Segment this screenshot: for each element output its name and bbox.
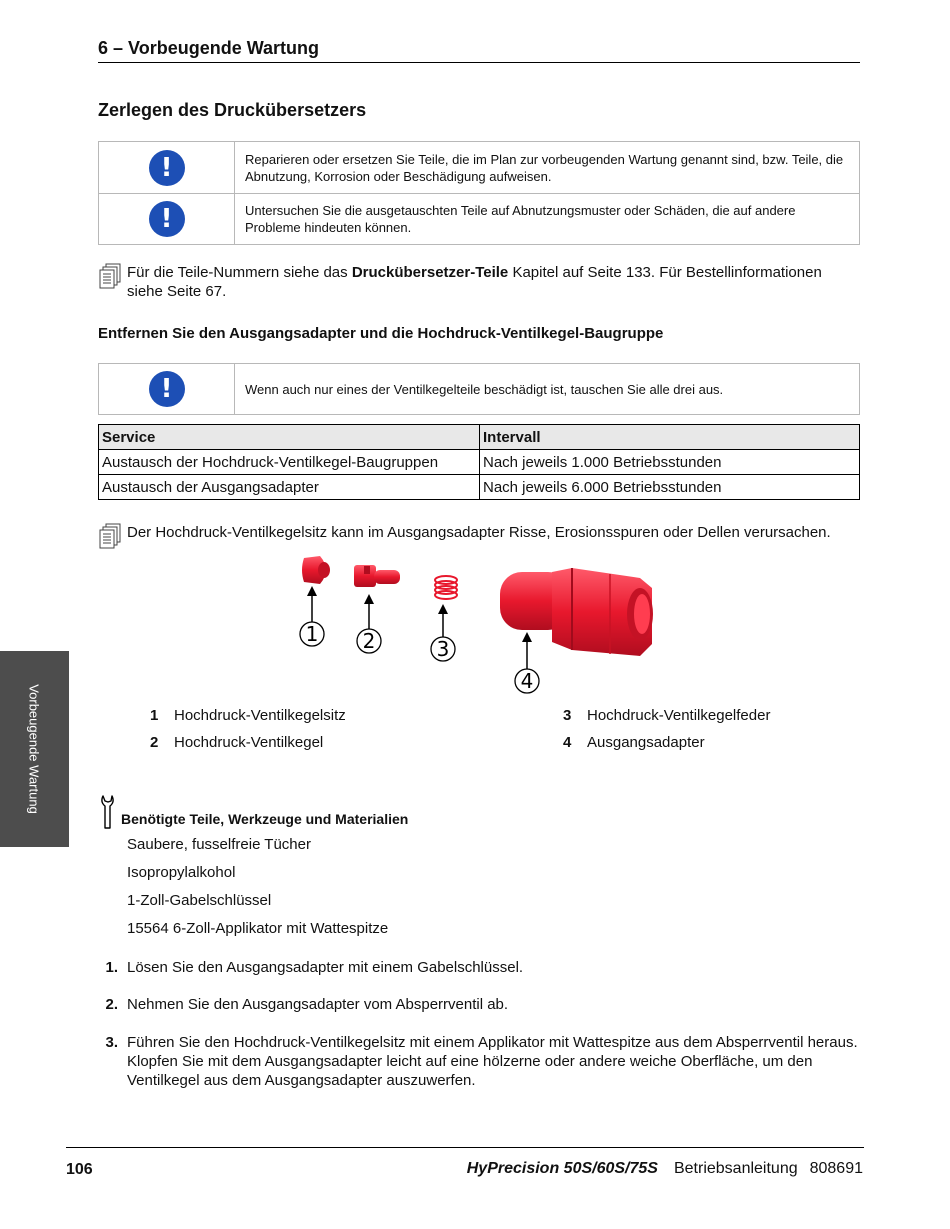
exclamation-icon: ! (149, 150, 185, 186)
column-header-interval: Intervall (480, 425, 860, 450)
tool-item: 15564 6-Zoll-Applikator mit Wattespitze (127, 920, 389, 937)
service-interval-table (98, 424, 860, 500)
table-row (99, 475, 860, 500)
arrow-head (307, 586, 317, 596)
tool-item: Isopropylalkohol (127, 864, 236, 881)
legend-label: Hochdruck-Ventilkegelsitz (174, 707, 346, 724)
document-note-icon (98, 523, 122, 553)
product-name: HyPrecision 50S/60S/75S (466, 1160, 658, 1177)
procedure-step (98, 1033, 860, 1090)
side-tab-label: Vorbeugende Wartung (26, 684, 42, 814)
procedure-step (98, 958, 860, 977)
section-title: Zerlegen des Druckübersetzers (98, 100, 367, 120)
tools-title: Benötigte Teile, Werkzeuge und Materialien (121, 811, 409, 827)
legend-label: Hochdruck-Ventilkegelfeder (587, 707, 771, 724)
legend-number: 3 (563, 707, 572, 724)
exclamation-icon: ! (149, 371, 185, 407)
notice-icon-cell (99, 194, 235, 245)
legend-number: 2 (150, 734, 159, 751)
footer-info (467, 1160, 863, 1178)
note-text: Der Hochdruck-Ventilkegelsitz kann im Ausgangsadapter Risse, Erosionsspuren oder Dellen verursachen. (127, 524, 831, 541)
callout-4: 4 (520, 669, 534, 693)
page-number: 106 (66, 1161, 93, 1178)
table-cell: Austausch der Hochdruck-Ventilkegel-Baugruppen (99, 450, 480, 475)
table-row (99, 450, 860, 475)
exclamation-icon: ! (149, 201, 185, 237)
document-note-icon (98, 263, 122, 293)
legend-label: Hochdruck-Ventilkegel (174, 734, 324, 751)
arrow-head (522, 632, 532, 642)
notice-text: Wenn auch nur eines der Ventilkegelteile beschädigt ist, tauschen Sie alle drei aus. (235, 364, 860, 415)
callout-2: 2 (362, 629, 376, 653)
step-text: Nehmen Sie den Ausgangsadapter vom Absperrventil ab. (127, 996, 509, 1013)
notice-icon-cell (99, 364, 235, 415)
notice-text: Reparieren oder ersetzen Sie Teile, die im Plan zur vorbeugenden Wartung genannt sind, bzw. Teile, die Abnutzung, Korrosion oder Beschädigung aufweisen. (235, 142, 860, 194)
note-text: Kapitel auf Seite 133. Für Bestellinformationen siehe Seite 67. (127, 264, 822, 300)
notice-text: Untersuchen Sie die ausgetauschten Teile auf Abnutzungsmuster oder Schäden, die auf andere Probleme hindeuten können. (235, 194, 860, 245)
notice-row (99, 364, 860, 415)
arrow-head (438, 604, 448, 614)
document-number: 808691 (809, 1160, 863, 1177)
wrench-icon (99, 794, 119, 830)
parts-figure (280, 548, 680, 696)
column-header-service: Service (99, 425, 480, 450)
chapter-heading: 6 – Vorbeugende Wartung (98, 38, 320, 58)
notice-table-top (98, 141, 860, 245)
part-valve-seat (302, 556, 330, 584)
tool-item: 1-Zoll-Gabelschlüssel (127, 892, 272, 909)
step-text: Führen Sie den Hochdruck-Ventilkegelsitz mit einem Applikator mit Wattespitze aus dem Absperrventil heraus. Klopfen Sie mit dem Ausgangsadapter leicht auf eine hölzerne oder andere weiche Oberfläche, um den Ventilkegel aus dem Ausgangsadapter auszuwerfen. (127, 1034, 858, 1089)
note-parts-reference (98, 263, 860, 301)
step-number: 1. (105, 959, 118, 976)
note-valve-seat (98, 523, 860, 542)
document-type: Betriebsanleitung (673, 1160, 798, 1177)
part-spring (435, 576, 457, 599)
note-text: Für die Teile-Nummern siehe das (127, 264, 352, 281)
header-rule (98, 62, 860, 63)
tool-item: Saubere, fusselfreie Tücher (127, 836, 311, 853)
step-text: Lösen Sie den Ausgangsadapter mit einem Gabelschlüssel. (127, 959, 524, 976)
footer-rule (66, 1147, 864, 1148)
legend-label: Ausgangsadapter (587, 734, 705, 751)
step-number: 2. (105, 996, 118, 1013)
legend-number: 4 (563, 734, 572, 751)
table-cell: Nach jeweils 1.000 Betriebsstunden (480, 450, 860, 475)
note-link-text: Druckübersetzer-Teile (351, 264, 509, 281)
notice-row (99, 142, 860, 194)
notice-icon-cell (99, 142, 235, 194)
notice-row (99, 194, 860, 245)
table-header-row (99, 425, 860, 450)
arrow-head (364, 594, 374, 604)
notice-table-mid (98, 363, 860, 415)
step-number: 3. (105, 1034, 118, 1051)
callout-1: 1 (305, 622, 319, 646)
part-outlet-adapter (500, 568, 653, 656)
table-cell: Austausch der Ausgangsadapter (99, 475, 480, 500)
part-poppet (354, 565, 400, 587)
subsection-title: Entfernen Sie den Ausgangsadapter und die Hochdruck-Ventilkegel-Baugruppe (98, 325, 664, 342)
legend-number: 1 (150, 707, 159, 724)
procedure-step (98, 995, 860, 1014)
side-chapter-tab (0, 651, 69, 847)
table-cell: Nach jeweils 6.000 Betriebsstunden (480, 475, 860, 500)
callout-3: 3 (436, 637, 450, 661)
